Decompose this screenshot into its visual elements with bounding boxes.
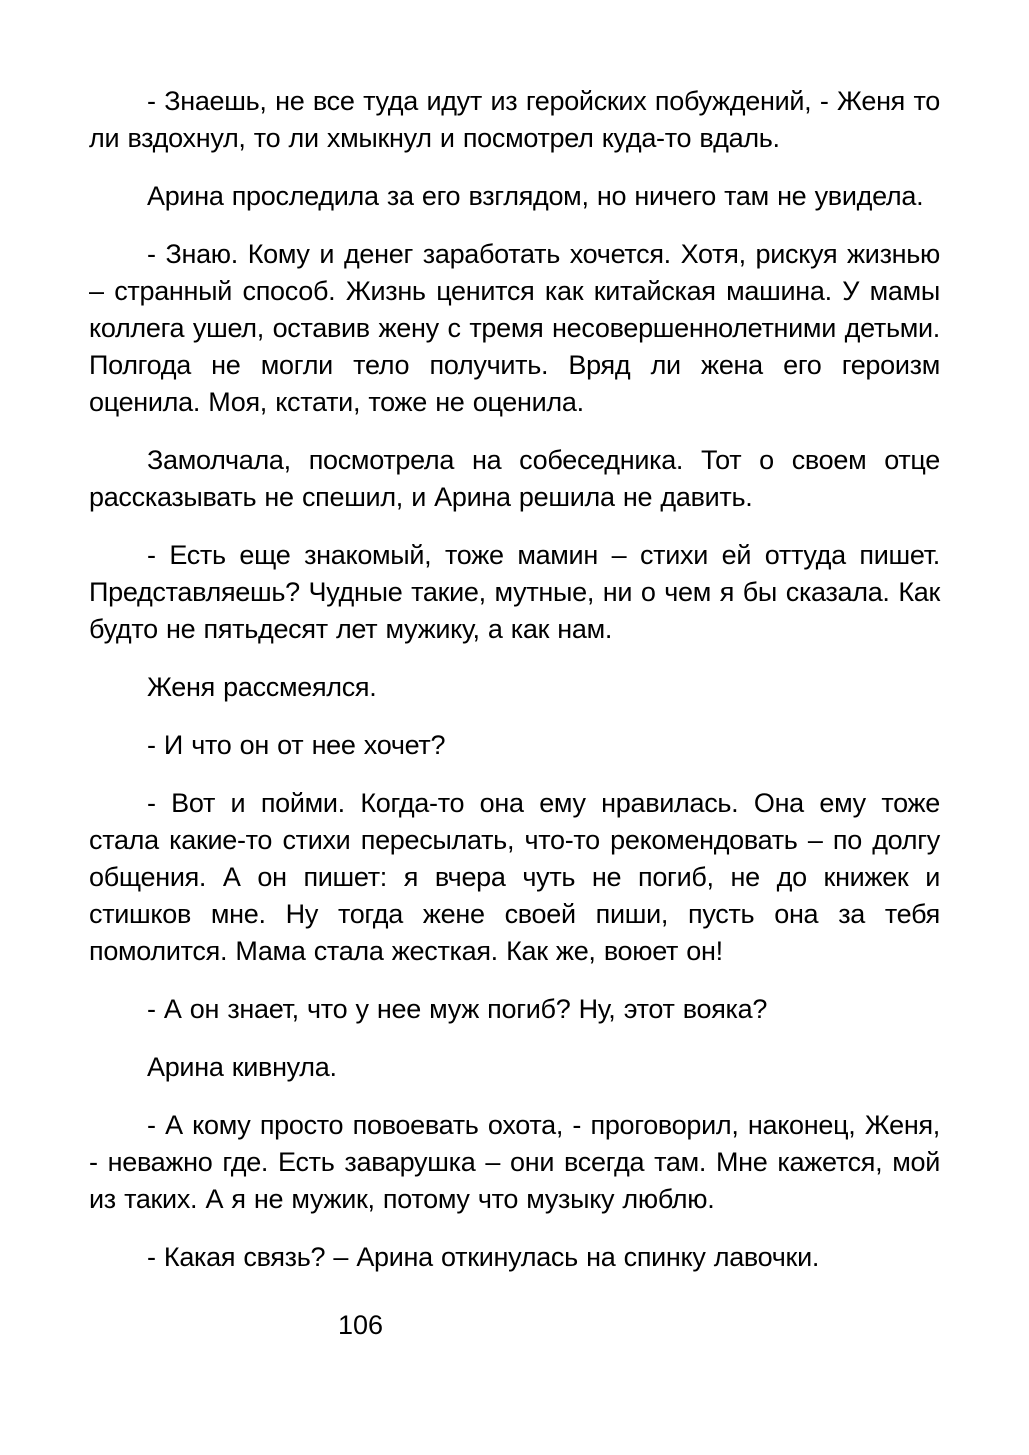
paragraph: Замолчала, посмотрела на собеседника. Тот о своем отце рассказывать не спешил, и Арина решила не давить. (89, 445, 940, 512)
paragraph: - А он знает, что у нее муж погиб? Ну, этот вояка? (147, 994, 768, 1024)
paragraph: - А кому просто повоевать охота, - проговорил, наконец, Женя, - неважно где. Есть заварушка – они всегда там. Мне кажется, мой из таких. А я не мужик, потому что музыку люблю. (89, 1110, 940, 1214)
paragraph: - Знаю. Кому и денег заработать хочется. Хотя, рискуя жизнью – странный способ. Жизнь ценится как китайская машина. У мамы коллега ушел, оставив жену с тремя несовершеннолетними детьми. Полгода не могли тело получить. Вряд ли жена его героизм оценила. Моя, кстати, тоже не оценила. (89, 239, 940, 417)
paragraph: Арина проследила за его взглядом, но ничего там не увидела. (147, 181, 924, 211)
paragraph: - Есть еще знакомый, тоже мамин – стихи ей оттуда пишет. Представляешь? Чудные такие, мутные, ни о чем я бы сказала. Как будто не пятьдесят лет мужику, а как нам. (89, 540, 940, 644)
paragraph: Арина кивнула. (147, 1052, 337, 1082)
paragraph: Женя рассмеялся. (147, 672, 377, 702)
paragraph: - Знаешь, не все туда идут из геройских побуждений, - Женя то ли вздохнул, то ли хмыкнул и посмотрел куда-то вдаль. (89, 86, 940, 153)
page-text-block (89, 83, 940, 1297)
page-number: 106 (338, 1310, 384, 1340)
paragraph: - Вот и пойми. Когда-то она ему нравилась. Она ему тоже стала какие-то стихи пересылать, что-то рекомендовать – по долгу общения. А он пишет: я вчера чуть не погиб, не до книжек и стишков мне. Ну тогда жене своей пиши, пусть она за тебя помолится. Мама стала жесткая. Как же, воюет он! (89, 788, 940, 966)
paragraph: - И что он от нее хочет? (147, 730, 446, 760)
paragraph: - Какая связь? – Арина откинулась на спинку лавочки. (147, 1242, 820, 1272)
